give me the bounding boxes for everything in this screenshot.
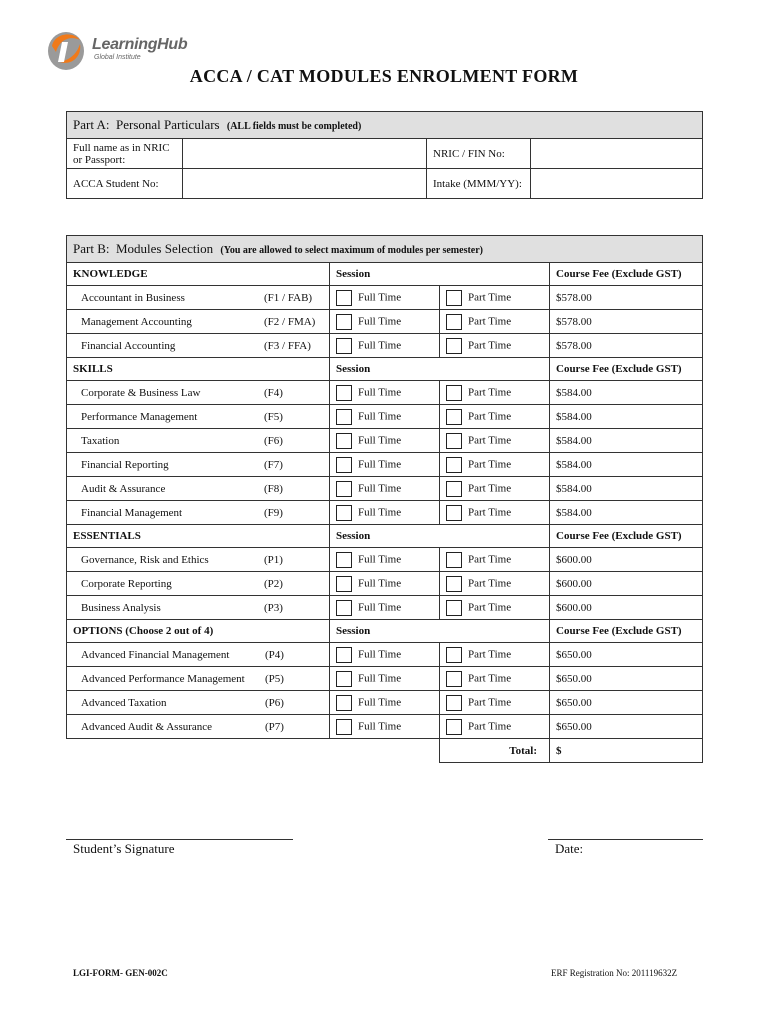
full-time-label: Full Time bbox=[358, 553, 402, 566]
part-time-checkbox[interactable] bbox=[446, 433, 462, 449]
full-time-checkbox[interactable] bbox=[336, 647, 352, 663]
part-time-label: Part Time bbox=[468, 696, 512, 709]
full-time-label: Full Time bbox=[358, 601, 402, 614]
module-name: Advanced Performance Management bbox=[81, 672, 245, 685]
full-time-label: Full Time bbox=[358, 506, 402, 519]
section-header bbox=[67, 620, 703, 643]
session-header: Session bbox=[330, 263, 550, 286]
full-time-label: Full Time bbox=[358, 458, 402, 471]
total-row bbox=[67, 739, 703, 763]
part-time-checkbox[interactable] bbox=[446, 695, 462, 711]
part-time-checkbox[interactable] bbox=[446, 314, 462, 330]
full-time-option[interactable] bbox=[330, 572, 440, 596]
fee-header: Course Fee (Exclude GST) bbox=[550, 263, 703, 286]
part-b-heading: Modules Selection bbox=[115, 241, 214, 256]
part-a-table bbox=[66, 111, 703, 199]
module-name: Financial Accounting bbox=[81, 339, 176, 352]
part-time-option[interactable] bbox=[440, 715, 550, 739]
section-name: KNOWLEDGE bbox=[67, 263, 330, 286]
part-time-option[interactable] bbox=[440, 477, 550, 501]
part-time-option[interactable] bbox=[440, 286, 550, 310]
module-code: (F6) bbox=[264, 434, 283, 447]
fee-header: Course Fee (Exclude GST) bbox=[550, 525, 703, 548]
part-time-option[interactable] bbox=[440, 548, 550, 572]
full-time-option[interactable] bbox=[330, 429, 440, 453]
module-cell bbox=[67, 715, 330, 739]
part-time-label: Part Time bbox=[468, 410, 512, 423]
part-time-option[interactable] bbox=[440, 334, 550, 358]
module-cell bbox=[67, 596, 330, 620]
module-fee: $650.00 bbox=[550, 715, 703, 739]
module-code: (F8) bbox=[264, 482, 283, 495]
part-time-checkbox[interactable] bbox=[446, 290, 462, 306]
full-time-checkbox[interactable] bbox=[336, 552, 352, 568]
module-name: Advanced Financial Management bbox=[81, 648, 230, 661]
module-code: (F7) bbox=[264, 458, 283, 471]
module-fee: $584.00 bbox=[550, 405, 703, 429]
signature-label: Student’s Signature bbox=[73, 841, 175, 856]
module-code: (P4) bbox=[265, 648, 284, 661]
module-cell bbox=[67, 381, 330, 405]
registration-number: ERF Registration No: 201119632Z bbox=[551, 968, 678, 978]
part-time-label: Part Time bbox=[468, 553, 512, 566]
part-time-checkbox[interactable] bbox=[446, 338, 462, 354]
module-fee: $584.00 bbox=[550, 453, 703, 477]
module-row bbox=[67, 596, 703, 620]
full-time-checkbox[interactable] bbox=[336, 314, 352, 330]
module-cell bbox=[67, 548, 330, 572]
part-time-checkbox[interactable] bbox=[446, 671, 462, 687]
part-time-label: Part Time bbox=[468, 315, 512, 328]
full-time-checkbox[interactable] bbox=[336, 338, 352, 354]
module-code: (P5) bbox=[265, 672, 284, 685]
full-time-checkbox[interactable] bbox=[336, 433, 352, 449]
module-code: (F3 / FFA) bbox=[264, 339, 311, 352]
part-time-checkbox[interactable] bbox=[446, 552, 462, 568]
module-row bbox=[67, 643, 703, 667]
module-fee: $584.00 bbox=[550, 381, 703, 405]
part-time-option[interactable] bbox=[440, 572, 550, 596]
part-a-heading: Personal Particulars bbox=[115, 117, 220, 132]
part-time-label: Part Time bbox=[468, 648, 512, 661]
logo-name: LearningHub bbox=[92, 36, 188, 53]
module-fee: $584.00 bbox=[550, 501, 703, 525]
student-no-label: ACCA Student No: bbox=[67, 169, 183, 199]
module-row bbox=[67, 501, 703, 525]
part-time-option[interactable] bbox=[440, 501, 550, 525]
full-time-label: Full Time bbox=[358, 720, 402, 733]
full-time-checkbox[interactable] bbox=[336, 457, 352, 473]
full-time-checkbox[interactable] bbox=[336, 290, 352, 306]
part-time-label: Part Time bbox=[468, 339, 512, 352]
module-row bbox=[67, 691, 703, 715]
module-cell bbox=[67, 691, 330, 715]
module-cell bbox=[67, 501, 330, 525]
full-time-checkbox[interactable] bbox=[336, 481, 352, 497]
full-time-label: Full Time bbox=[358, 315, 402, 328]
part-time-option[interactable] bbox=[440, 453, 550, 477]
module-cell bbox=[67, 453, 330, 477]
full-time-label: Full Time bbox=[358, 339, 402, 352]
module-row bbox=[67, 429, 703, 453]
full-time-label: Full Time bbox=[358, 482, 402, 495]
module-row bbox=[67, 381, 703, 405]
module-row bbox=[67, 667, 703, 691]
module-name: Management Accounting bbox=[81, 315, 192, 328]
module-row bbox=[67, 548, 703, 572]
module-row bbox=[67, 572, 703, 596]
part-time-option[interactable] bbox=[440, 643, 550, 667]
part-time-label: Part Time bbox=[468, 672, 512, 685]
full-time-option[interactable] bbox=[330, 596, 440, 620]
full-time-checkbox[interactable] bbox=[336, 385, 352, 401]
module-fee: $584.00 bbox=[550, 477, 703, 501]
module-cell bbox=[67, 572, 330, 596]
part-time-label: Part Time bbox=[468, 482, 512, 495]
full-time-checkbox[interactable] bbox=[336, 671, 352, 687]
module-name: Performance Management bbox=[81, 410, 198, 423]
module-code: (P2) bbox=[264, 577, 283, 590]
full-time-option[interactable] bbox=[330, 643, 440, 667]
module-fee: $600.00 bbox=[550, 596, 703, 620]
module-fee: $650.00 bbox=[550, 691, 703, 715]
module-name: Advanced Audit & Assurance bbox=[81, 720, 213, 733]
module-name: Corporate & Business Law bbox=[81, 386, 201, 399]
part-time-checkbox[interactable] bbox=[446, 385, 462, 401]
fee-header: Course Fee (Exclude GST) bbox=[550, 358, 703, 381]
part-time-option[interactable] bbox=[440, 429, 550, 453]
full-time-option[interactable] bbox=[330, 715, 440, 739]
module-fee: $600.00 bbox=[550, 572, 703, 596]
part-time-checkbox[interactable] bbox=[446, 576, 462, 592]
full-time-checkbox[interactable] bbox=[336, 719, 352, 735]
full-time-checkbox[interactable] bbox=[336, 600, 352, 616]
form-code: LGI-FORM- GEN-002C bbox=[73, 968, 168, 978]
part-b-label: Part B: bbox=[73, 241, 110, 256]
session-header: Session bbox=[330, 620, 550, 643]
module-fee: $578.00 bbox=[550, 334, 703, 358]
part-time-label: Part Time bbox=[468, 506, 512, 519]
full-time-label: Full Time bbox=[358, 648, 402, 661]
full-time-option[interactable] bbox=[330, 310, 440, 334]
full-time-option[interactable] bbox=[330, 667, 440, 691]
part-a-label: Part A: bbox=[73, 117, 110, 132]
part-time-checkbox[interactable] bbox=[446, 647, 462, 663]
module-name: Taxation bbox=[81, 434, 120, 447]
module-row bbox=[67, 310, 703, 334]
module-fee: $578.00 bbox=[550, 310, 703, 334]
form-title: ACCA / CAT MODULES ENROLMENT FORM bbox=[189, 66, 579, 86]
section-header bbox=[67, 263, 703, 286]
section-header bbox=[67, 358, 703, 381]
module-row bbox=[67, 453, 703, 477]
section-header bbox=[67, 525, 703, 548]
full-time-label: Full Time bbox=[358, 672, 402, 685]
part-time-option[interactable] bbox=[440, 667, 550, 691]
module-code: (F9) bbox=[264, 506, 283, 519]
module-code: (F1 / FAB) bbox=[264, 291, 313, 304]
full-time-option[interactable] bbox=[330, 477, 440, 501]
module-fee: $584.00 bbox=[550, 429, 703, 453]
intake-input[interactable] bbox=[531, 169, 703, 199]
total-spacer bbox=[67, 739, 440, 763]
session-header: Session bbox=[330, 525, 550, 548]
logo-subtitle: Global Institute bbox=[94, 54, 141, 61]
module-code: (F5) bbox=[264, 410, 283, 423]
module-name: Advanced Taxation bbox=[81, 696, 167, 709]
part-a-note: (ALL fields must be completed) bbox=[226, 121, 362, 132]
module-cell bbox=[67, 310, 330, 334]
module-row bbox=[67, 405, 703, 429]
part-time-checkbox[interactable] bbox=[446, 481, 462, 497]
section-name: OPTIONS (Choose 2 out of 4) bbox=[67, 620, 330, 643]
nric-input[interactable] bbox=[531, 139, 703, 169]
full-time-label: Full Time bbox=[358, 386, 402, 399]
part-time-option[interactable] bbox=[440, 691, 550, 715]
module-name: Audit & Assurance bbox=[81, 482, 166, 495]
part-time-checkbox[interactable] bbox=[446, 600, 462, 616]
total-label: Total: bbox=[440, 739, 550, 763]
full-time-label: Full Time bbox=[358, 434, 402, 447]
student-no-input[interactable] bbox=[183, 169, 427, 199]
module-row bbox=[67, 334, 703, 358]
total-value: $ bbox=[550, 739, 703, 763]
part-time-label: Part Time bbox=[468, 720, 512, 733]
module-cell bbox=[67, 334, 330, 358]
module-cell bbox=[67, 405, 330, 429]
full-time-label: Full Time bbox=[358, 577, 402, 590]
module-name: Financial Management bbox=[81, 506, 183, 519]
module-code: (P6) bbox=[265, 696, 284, 709]
part-time-label: Part Time bbox=[468, 577, 512, 590]
full-time-option[interactable] bbox=[330, 405, 440, 429]
module-fee: $650.00 bbox=[550, 643, 703, 667]
module-cell bbox=[67, 429, 330, 453]
fee-header: Course Fee (Exclude GST) bbox=[550, 620, 703, 643]
module-code: (F2 / FMA) bbox=[264, 315, 316, 328]
module-fee: $650.00 bbox=[550, 667, 703, 691]
full-time-checkbox[interactable] bbox=[336, 695, 352, 711]
full-name-input[interactable] bbox=[183, 139, 427, 169]
full-time-label: Full Time bbox=[358, 696, 402, 709]
part-time-checkbox[interactable] bbox=[446, 457, 462, 473]
full-time-label: Full Time bbox=[358, 291, 402, 304]
full-time-label: Full Time bbox=[358, 410, 402, 423]
module-name: Governance, Risk and Ethics bbox=[81, 553, 209, 566]
part-b-table bbox=[66, 235, 703, 763]
part-time-label: Part Time bbox=[468, 291, 512, 304]
part-time-option[interactable] bbox=[440, 405, 550, 429]
module-cell bbox=[67, 286, 330, 310]
part-a-header bbox=[67, 112, 703, 139]
section-name: ESSENTIALS bbox=[67, 525, 330, 548]
full-time-option[interactable] bbox=[330, 381, 440, 405]
full-time-option[interactable] bbox=[330, 691, 440, 715]
full-name-label: Full name as in NRIC or Passport: bbox=[67, 139, 183, 169]
part-b-header bbox=[67, 236, 703, 263]
module-name: Business Analysis bbox=[81, 601, 161, 614]
module-cell bbox=[67, 643, 330, 667]
intake-label: Intake (MMM/YY): bbox=[427, 169, 531, 199]
signature-line[interactable] bbox=[66, 839, 293, 840]
session-header: Session bbox=[330, 358, 550, 381]
module-code: (P7) bbox=[265, 720, 284, 733]
part-time-label: Part Time bbox=[468, 434, 512, 447]
module-fee: $578.00 bbox=[550, 286, 703, 310]
part-time-label: Part Time bbox=[468, 458, 512, 471]
full-time-option[interactable] bbox=[330, 334, 440, 358]
part-time-label: Part Time bbox=[468, 386, 512, 399]
date-label: Date: bbox=[555, 841, 584, 856]
full-time-option[interactable] bbox=[330, 501, 440, 525]
part-b-note: (You are allowed to select maximum of modules per semester) bbox=[220, 245, 484, 256]
full-time-checkbox[interactable] bbox=[336, 409, 352, 425]
part-time-checkbox[interactable] bbox=[446, 409, 462, 425]
module-fee: $600.00 bbox=[550, 548, 703, 572]
module-row bbox=[67, 286, 703, 310]
module-cell bbox=[67, 477, 330, 501]
full-time-checkbox[interactable] bbox=[336, 505, 352, 521]
module-code: (F4) bbox=[264, 386, 283, 399]
module-code: (P3) bbox=[264, 601, 283, 614]
full-time-option[interactable] bbox=[330, 548, 440, 572]
part-time-label: Part Time bbox=[468, 601, 512, 614]
section-name: SKILLS bbox=[67, 358, 330, 381]
full-time-option[interactable] bbox=[330, 286, 440, 310]
part-time-option[interactable] bbox=[440, 310, 550, 334]
part-time-option[interactable] bbox=[440, 596, 550, 620]
nric-label: NRIC / FIN No: bbox=[427, 139, 531, 169]
module-row bbox=[67, 477, 703, 501]
module-code: (P1) bbox=[264, 553, 283, 566]
full-time-checkbox[interactable] bbox=[336, 576, 352, 592]
module-row bbox=[67, 715, 703, 739]
part-time-checkbox[interactable] bbox=[446, 719, 462, 735]
module-cell bbox=[67, 667, 330, 691]
part-time-option[interactable] bbox=[440, 381, 550, 405]
module-name: Accountant in Business bbox=[81, 291, 185, 304]
module-name: Corporate Reporting bbox=[81, 577, 172, 590]
part-time-checkbox[interactable] bbox=[446, 505, 462, 521]
date-line[interactable] bbox=[548, 839, 703, 840]
full-time-option[interactable] bbox=[330, 453, 440, 477]
module-name: Financial Reporting bbox=[81, 458, 169, 471]
